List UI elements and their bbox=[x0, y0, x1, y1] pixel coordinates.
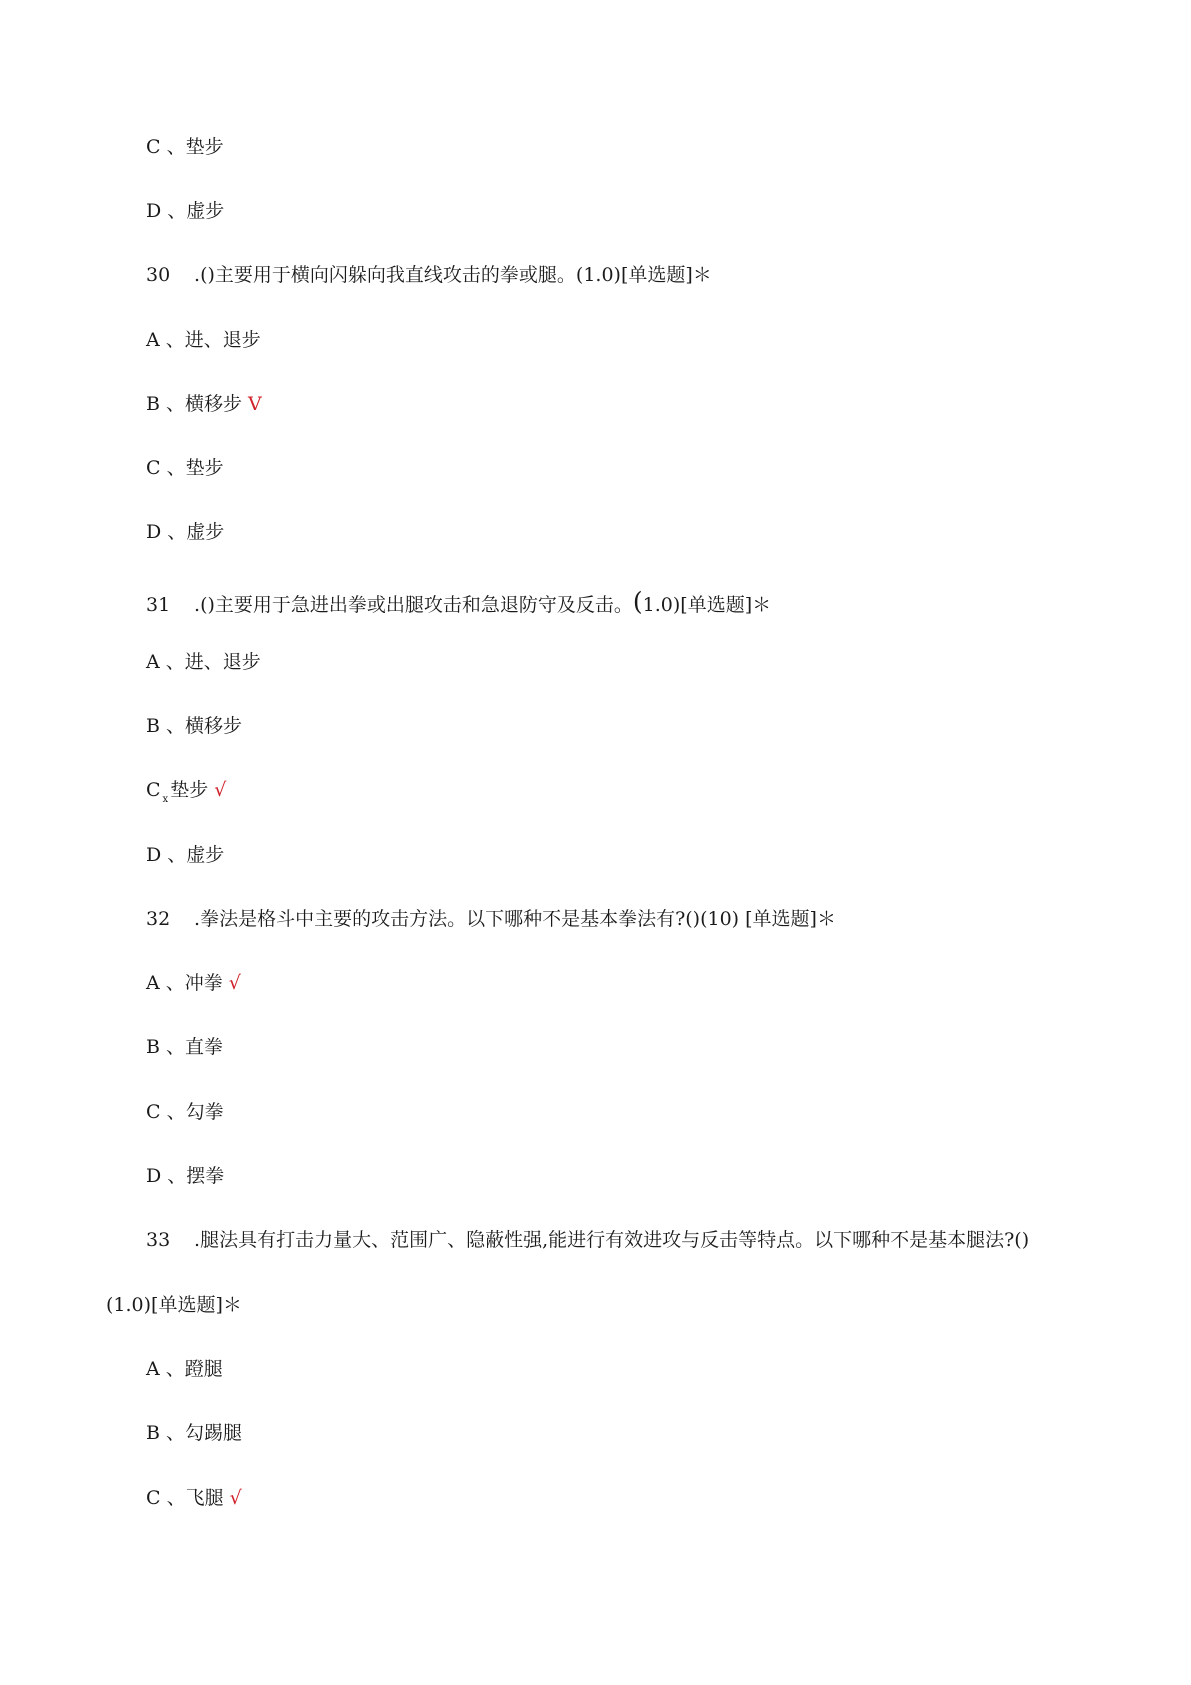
option-text: A 、进、退步 bbox=[146, 329, 261, 351]
question-32 bbox=[146, 910, 836, 929]
correct-mark: √ bbox=[214, 779, 227, 801]
option-text: B 、横移步 bbox=[146, 393, 243, 415]
question-score: 1.0)[单选题]＊ bbox=[642, 594, 772, 616]
question-30 bbox=[146, 266, 712, 285]
option-text: B 、横移步 bbox=[146, 715, 243, 737]
option-d bbox=[146, 523, 224, 542]
option-a bbox=[146, 1360, 223, 1379]
question-text: .腿法具有打击力量大、范围广、隐蔽性强,能进行有效进攻与反击等特点。以下哪种不是基本腿法?() bbox=[188, 1229, 1030, 1251]
question-number: 32 bbox=[146, 908, 171, 930]
option-text: B 、勾踢腿 bbox=[146, 1422, 243, 1444]
option-text: B 、直拳 bbox=[146, 1036, 224, 1058]
question-number: 30 bbox=[146, 264, 171, 286]
option-d bbox=[146, 846, 224, 865]
question-text: .()主要用于急进出拳或出腿攻击和急退防守及反击。 bbox=[188, 594, 633, 616]
option-b bbox=[146, 1424, 242, 1443]
option-subscript: x bbox=[162, 794, 169, 805]
option-a bbox=[146, 974, 241, 993]
correct-mark: √ bbox=[228, 972, 241, 994]
option-text: C 、勾拳 bbox=[146, 1101, 224, 1123]
option-a bbox=[146, 653, 261, 672]
question-number: 33 bbox=[146, 1229, 171, 1251]
option-text: A 、冲拳 bbox=[146, 972, 223, 994]
option-b bbox=[146, 395, 262, 414]
option-c bbox=[146, 1489, 242, 1508]
option-text: D 、虚步 bbox=[146, 844, 225, 866]
question-33 bbox=[146, 1231, 1029, 1250]
option-text: C 、飞腿 bbox=[146, 1487, 224, 1509]
question-31 bbox=[146, 589, 771, 615]
question-score: (1.0)[单选题]＊ bbox=[106, 1294, 242, 1316]
option-d bbox=[146, 1167, 224, 1186]
option-text: 垫步 bbox=[170, 779, 209, 801]
option-b bbox=[146, 717, 242, 736]
option-c bbox=[146, 459, 224, 478]
option-b bbox=[146, 1038, 223, 1057]
option-text: D 、摆拳 bbox=[146, 1165, 225, 1187]
option-text: A 、进、退步 bbox=[146, 651, 261, 673]
option-text: C 、垫步 bbox=[146, 136, 224, 158]
option-letter: C bbox=[146, 779, 161, 801]
option-text: D 、虚步 bbox=[146, 521, 225, 543]
option-text: A 、蹬腿 bbox=[146, 1358, 223, 1380]
option-a bbox=[146, 331, 261, 350]
question-number: 31 bbox=[146, 594, 171, 616]
option-text: C 、垫步 bbox=[146, 457, 224, 479]
correct-mark: √ bbox=[229, 1487, 242, 1509]
option-text: D 、虚步 bbox=[146, 200, 225, 222]
question-text: .拳法是格斗中主要的攻击方法。以下哪种不是基本拳法有?()(10) [单选题]＊ bbox=[188, 908, 836, 930]
option-c bbox=[146, 781, 226, 805]
option-c bbox=[146, 138, 224, 157]
correct-mark: V bbox=[248, 393, 262, 415]
question-33-continuation bbox=[106, 1296, 242, 1315]
option-d bbox=[146, 202, 224, 221]
option-c bbox=[146, 1103, 224, 1122]
question-text: .()主要用于横向闪躲向我直线攻击的拳或腿。(1.0)[单选题]＊ bbox=[188, 264, 712, 286]
question-paren: ( bbox=[632, 587, 643, 616]
